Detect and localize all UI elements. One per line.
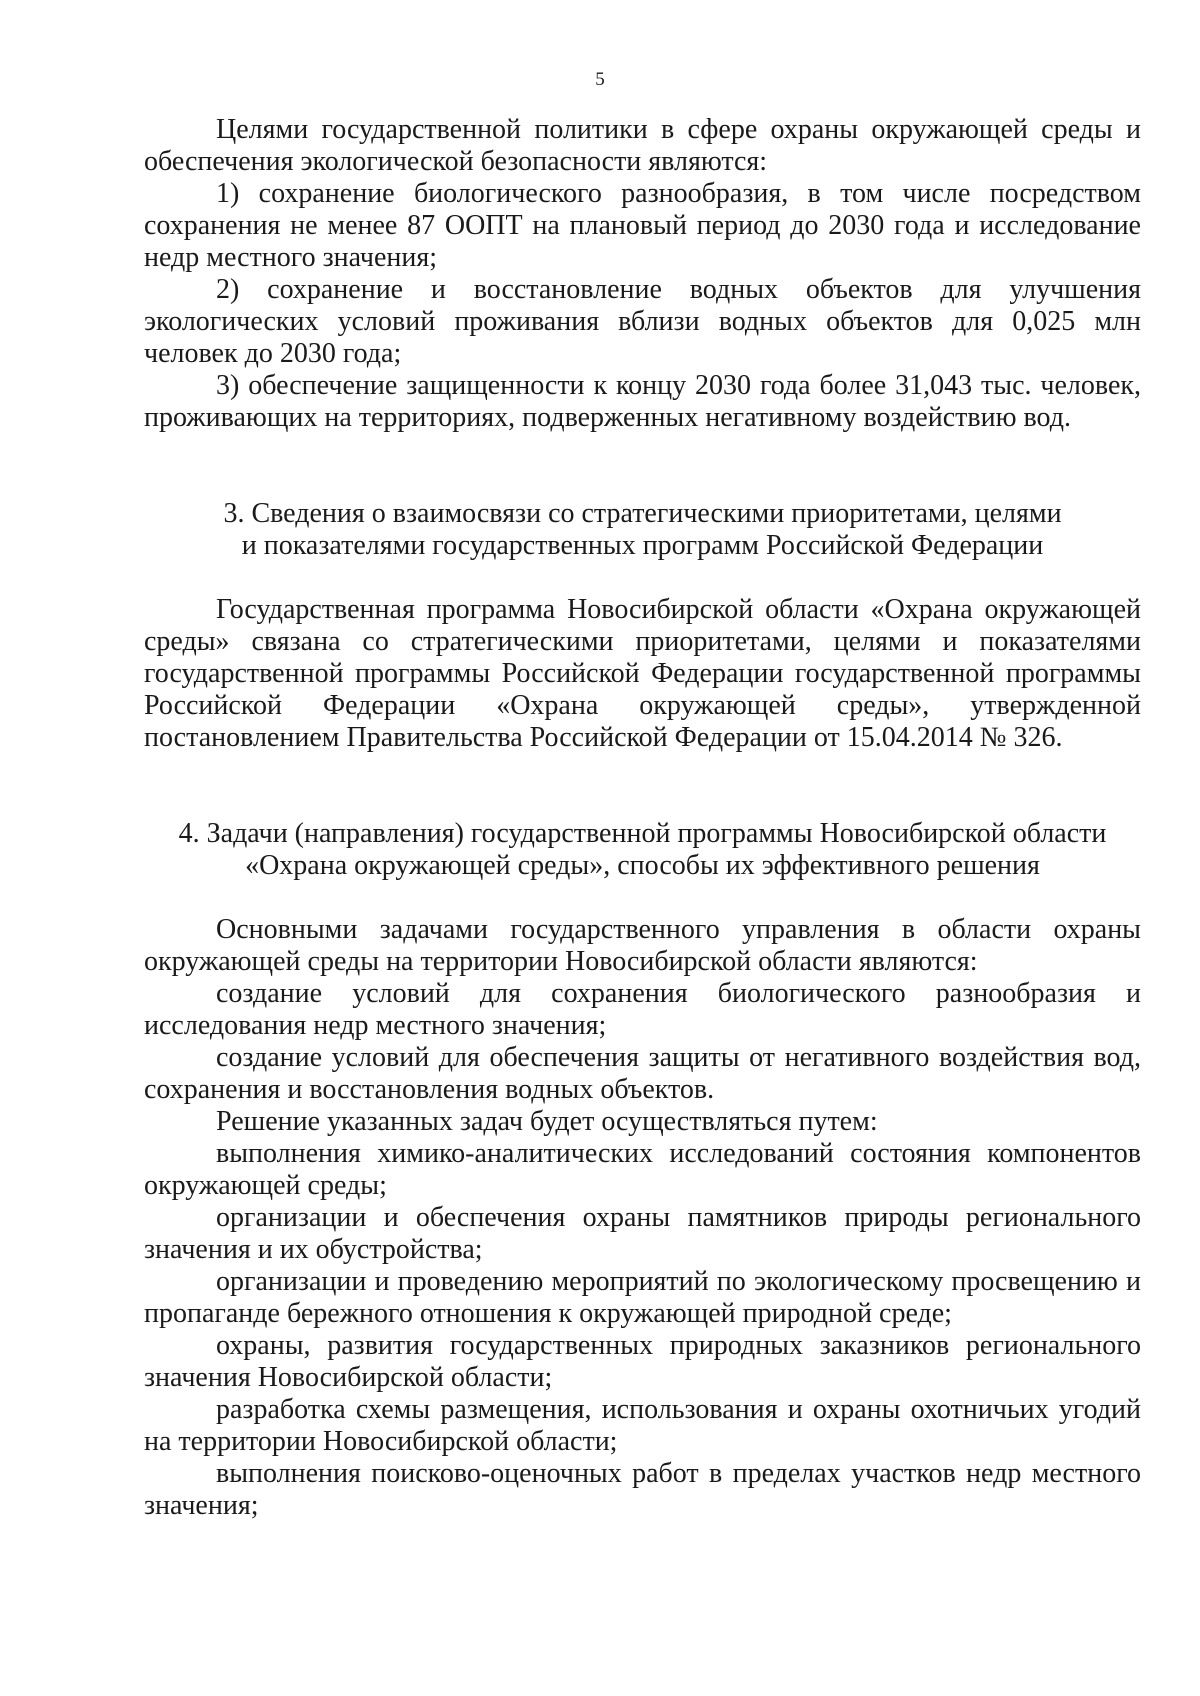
section-3-heading [144,498,1141,562]
page-number: 5 [595,69,605,90]
goal-item-1: 1) сохранение биологического разнообразия, в том числе посредством сохранения не менее 87 ООПТ на плановый период до 2030 года и исследование недр местного значения; [144,178,1141,273]
method-item: организации и обеспечения охраны памятников природы регионального значения и их обустройства; [144,1202,1141,1265]
section-4-heading [144,818,1141,882]
document-body [144,114,1141,1522]
section-3-heading-line-1: 3. Сведения о взаимосвязи со стратегическими приоритетами, целями [223,498,1062,529]
spacer [144,754,1141,818]
section-3-heading-line-2: и показателями государственных программ Российской Федерации [241,530,1044,561]
method-item: выполнения поисково-оценочных работ в пределах участков недр местного значения; [144,1458,1141,1521]
goal-item-2: 2) сохранение и восстановление водных объектов для улучшения экологических условий проживания вблизи водных объектов для 0,025 млн человек до 2030 года; [144,274,1141,369]
method-item: охраны, развития государственных природных заказников регионального значения Новосибирской области; [144,1330,1141,1393]
goal-item-3: 3) обеспечение защищенности к концу 2030 года более 31,043 тыс. человек, проживающих на территориях, подверженных негативному воздействию вод. [144,370,1141,433]
spacer [144,562,1141,594]
goals-intro-paragraph: Целями государственной политики в сфере охраны окружающей среды и обеспечения экологической безопасности являются: [144,114,1141,177]
task-item: создание условий для обеспечения защиты от негативного воздействия вод, сохранения и восстановления водных объектов. [144,1042,1141,1105]
method-item: организации и проведению мероприятий по экологическому просвещению и пропаганде бережного отношения к окружающей природной среде; [144,1266,1141,1329]
section-4-paragraph: Основными задачами государственного управления в области охраны окружающей среды на территории Новосибирской области являются: [144,914,1141,977]
section-4-paragraph: Решение указанных задач будет осуществляться путем: [216,1106,878,1137]
section-3-paragraph: Государственная программа Новосибирской области «Охрана окружающей среды» связана со стратегическими приоритетами, целями и показателями государственной программы Российской Федерации государственной программы Российской Федерации «Охрана окружающей среды», утвержденной постановлением Правительства Российской Федерации от 15.04.2014 № 326. [144,594,1141,753]
spacer [144,434,1141,498]
section-4-heading-line-1: 4. Задачи (направления) государственной программы Новосибирской области [178,818,1107,849]
method-item: выполнения химико-аналитических исследований состояния компонентов окружающей среды; [144,1138,1141,1201]
method-item: разработка схемы размещения, использования и охраны охотничьих угодий на территории Новосибирской области; [144,1394,1141,1457]
spacer [144,882,1141,914]
task-item: создание условий для сохранения биологического разнообразия и исследования недр местного значения; [144,978,1141,1041]
section-4-heading-line-2: «Охрана окружающей среды», способы их эффективного решения [245,850,1040,881]
